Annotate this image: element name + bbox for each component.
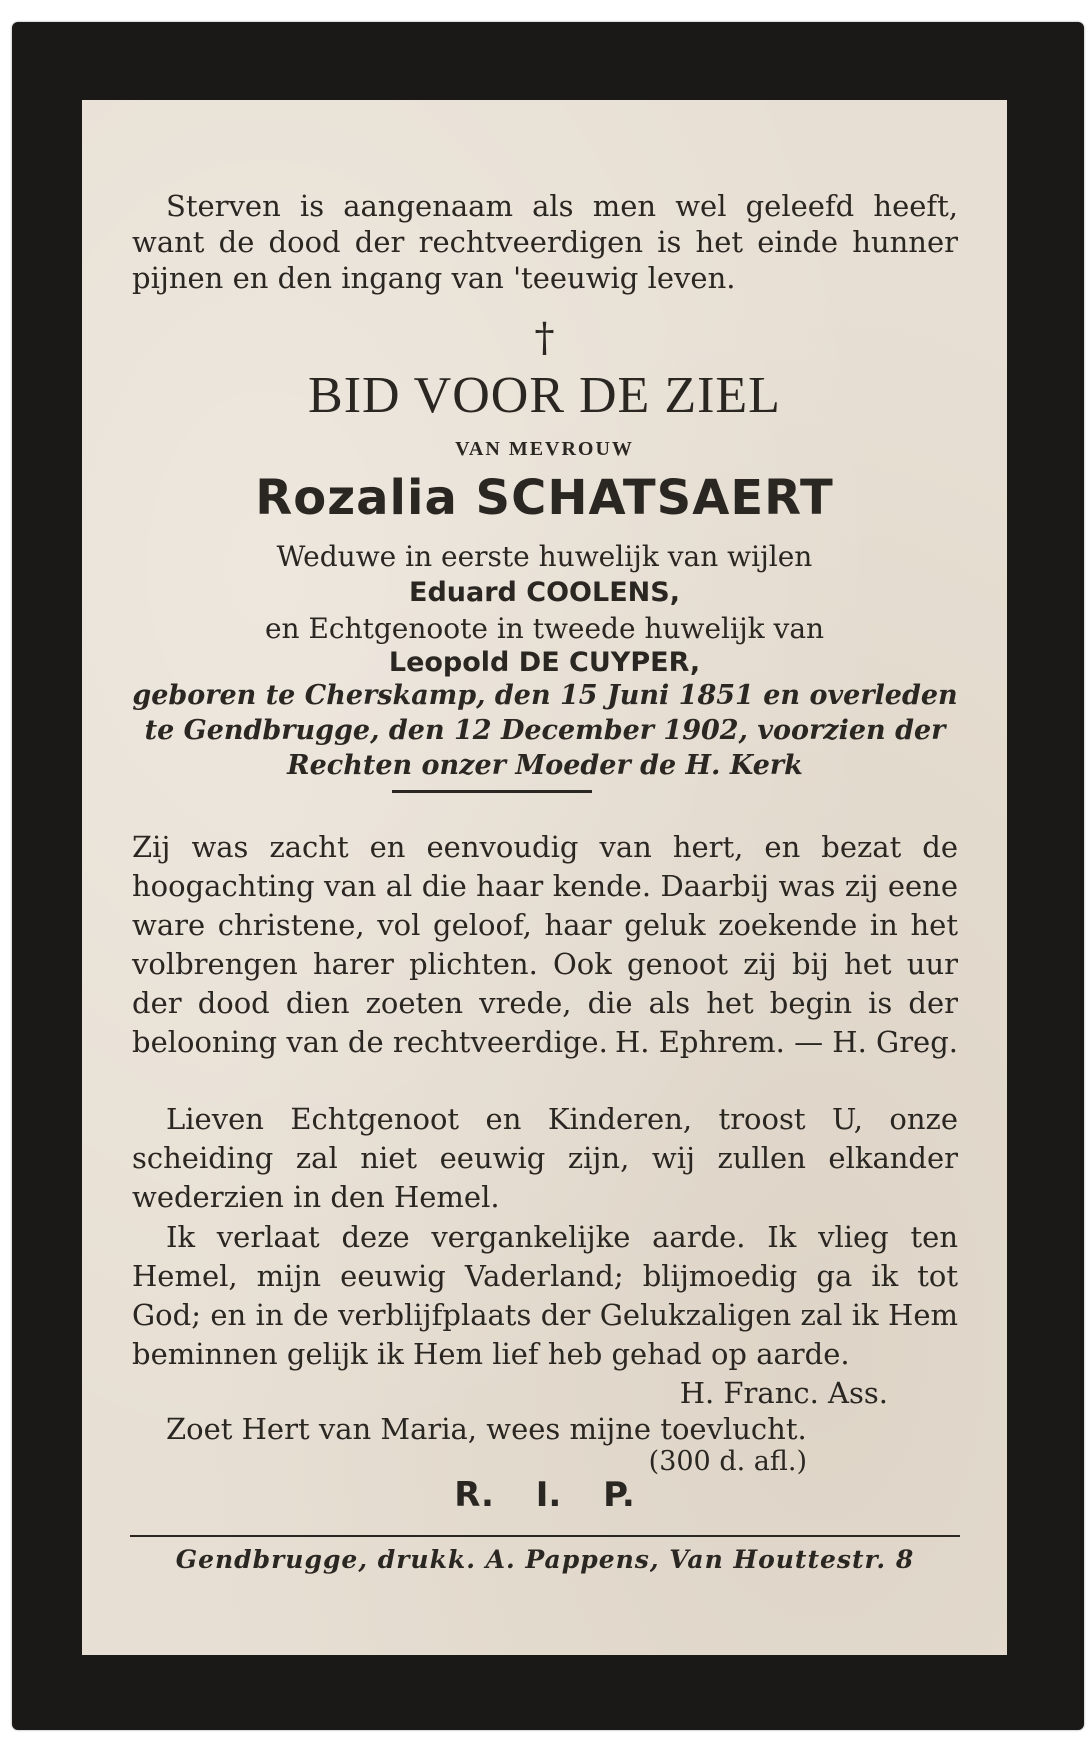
indulgence-note: (300 d. afl.): [648, 1446, 807, 1477]
prayer-attribution: H. Franc. Ass.: [679, 1376, 888, 1410]
spouse-line: en Echtgenoote in tweede huwelijk van: [264, 612, 825, 645]
biography-attribution: H. Ephrem. — H. Greg.: [614, 1025, 958, 1059]
card-subtitle: VAN MEVROUW: [455, 438, 634, 460]
printer-credit: Gendbrugge, drukk. A. Pappens, Van Houttestr. 8: [175, 1545, 915, 1574]
biography-paragraph: [132, 828, 958, 1062]
first-husband-name: Eduard COOLENS,: [409, 577, 680, 608]
prayer-paragraph: [132, 1218, 958, 1413]
memorial-card: [82, 100, 1007, 1655]
biography-text: Zij was zacht en eenvoudig van hert, en bezat de hoogachting van al die haar kende. Daarbij was zij eene ware christene, vol geloof, haar geluk zoekende in het volbrengen harer plichten. Ook genoot zij bij het uur der dood dien zoeten vrede, die als het begin is der belooning van de rechtveerdige.: [132, 830, 958, 1059]
deceased-name: Rozalia SCHATSAERT: [255, 470, 834, 526]
widow-line: Weduwe in eerste huwelijk van wijlen: [276, 540, 813, 573]
divider-long: [130, 1535, 960, 1537]
prayer-text: Ik verlaat deze vergankelijke aarde. Ik vlieg ten Hemel, mijn eeuwig Vaderland; blijmoedig ga ik tot God; en in de verblijfplaats der Gelukzaligen zal ik Hem beminnen gelijk ik Hem lief heb gehad op aarde.: [132, 1220, 958, 1371]
intro-text: Sterven is aangenaam als men wel geleefd heeft, want de dood der rechtveerdigen is het einde hunner pijnen en den ingang van 'teeuwig leven.: [132, 189, 958, 295]
cross-icon: †: [534, 315, 555, 361]
consolation-paragraph: Lieven Echtgenoot en Kinderen, troost U, onze scheiding zal niet eeuwig zijn, wij zullen elkander wederzien in den Hemel.: [132, 1102, 958, 1214]
divider-short: [392, 790, 592, 793]
second-husband-name: Leopold DE CUYPER,: [388, 647, 701, 678]
rip-text: R. I. P.: [454, 1475, 635, 1515]
card-title: BID VOOR DE ZIEL: [308, 367, 781, 424]
birth-death-info: geboren te Cherskamp, den 15 Juni 1851 en overleden te Gendbrugge, den 12 December 1902, voorzien der Rechten onzer Moeder de H. Kerk: [132, 680, 958, 781]
invocation-text: Zoet Hert van Maria, wees mijne toevlucht.: [166, 1412, 807, 1446]
